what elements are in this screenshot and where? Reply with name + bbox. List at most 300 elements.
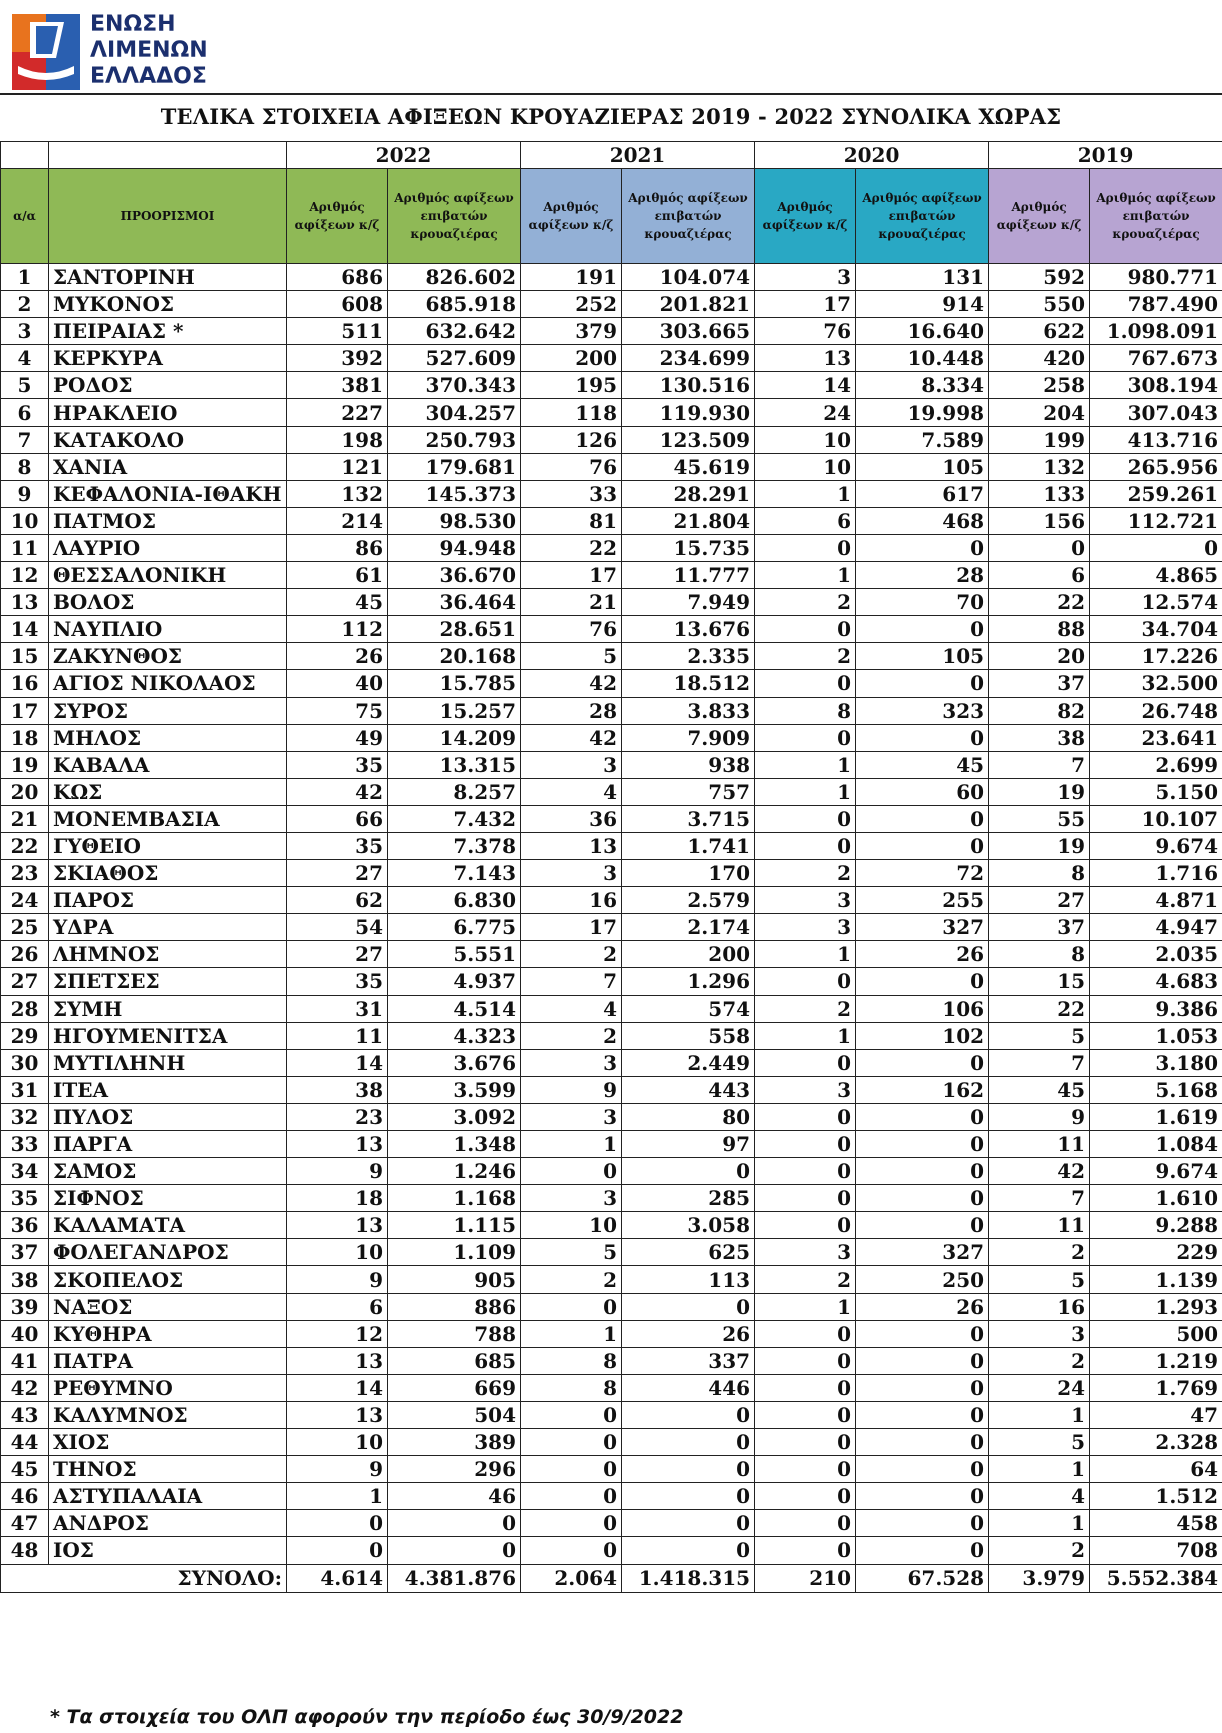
arrivals-2021: 2 [521,941,622,968]
passengers-2020: 323 [856,697,989,724]
passengers-2021: 130.516 [622,372,755,399]
arrivals-2020: 2 [755,860,856,887]
table-row [1,724,1222,751]
destination-name: ΠΑΡΟΣ [49,887,287,914]
table-body [1,264,1222,1565]
arrivals-2019: 19 [989,778,1090,805]
arrivals-2022: 66 [287,805,388,832]
row-index: 46 [1,1483,49,1510]
arrivals-2020: 3 [755,914,856,941]
arrivals-2019: 15 [989,968,1090,995]
passengers-2022: 0 [388,1537,521,1564]
destination-name: ΑΓΙΟΣ ΝΙΚΟΛΑΟΣ [49,670,287,697]
destination-name: ΥΔΡΑ [49,914,287,941]
passengers-2021: 26 [622,1320,755,1347]
row-index: 13 [1,589,49,616]
destination-name: ΚΑΛΥΜΝΟΣ [49,1401,287,1428]
table-row [1,1049,1222,1076]
arrivals-2021: 10 [521,1212,622,1239]
destination-name: ΠΑΤΡΑ [49,1347,287,1374]
passengers-2021: 15.735 [622,534,755,561]
arrivals-2021: 195 [521,372,622,399]
destination-name: ΒΟΛΟΣ [49,589,287,616]
passengers-2022: 3.599 [388,1076,521,1103]
passengers-2021: 0 [622,1293,755,1320]
arrivals-2020: 0 [755,1320,856,1347]
destination-name: ΠΥΛΟΣ [49,1103,287,1130]
destination-name: ΧΙΟΣ [49,1429,287,1456]
passengers-2020: 0 [856,1320,989,1347]
row-index: 33 [1,1131,49,1158]
passengers-2021: 1.296 [622,968,755,995]
passengers-2021: 285 [622,1185,755,1212]
arrivals-2022: 27 [287,860,388,887]
table-row [1,643,1222,670]
arrivals-2021: 16 [521,887,622,914]
arrivals-2020: 14 [755,372,856,399]
passengers-2019: 5.168 [1090,1076,1222,1103]
year-header-2019: 2019 [989,142,1222,169]
passengers-2022: 3.676 [388,1049,521,1076]
passengers-2020: 0 [856,534,989,561]
passengers-2022: 28.651 [388,616,521,643]
table-row [1,1185,1222,1212]
row-index: 16 [1,670,49,697]
arrivals-2020: 0 [755,1401,856,1428]
passengers-2020: 0 [856,616,989,643]
arrivals-2022: 12 [287,1320,388,1347]
passengers-2020: 0 [856,832,989,859]
destination-name: ΣΚΙΑΘΟΣ [49,860,287,887]
row-index: 43 [1,1401,49,1428]
passengers-2020: 102 [856,1022,989,1049]
organization-name [90,12,208,90]
arrivals-2021: 28 [521,697,622,724]
passengers-2022: 36.464 [388,589,521,616]
passengers-2019: 10.107 [1090,805,1222,832]
arrivals-2020: 0 [755,1429,856,1456]
arrivals-2019: 42 [989,1158,1090,1185]
destination-name: ΗΓΟΥΜΕΝΙΤΣΑ [49,1022,287,1049]
arrivals-2022: 26 [287,643,388,670]
arrivals-2019: 38 [989,724,1090,751]
arrivals-2019: 11 [989,1131,1090,1158]
passengers-2020: 0 [856,1103,989,1130]
passengers-2020: 45 [856,751,989,778]
arrivals-2020: 8 [755,697,856,724]
total-passengers-2022: 4.381.876 [388,1564,521,1592]
passengers-2022: 0 [388,1510,521,1537]
table-row [1,995,1222,1022]
arrivals-2022: 132 [287,480,388,507]
passengers-2021: 170 [622,860,755,887]
passengers-2020: 26 [856,1293,989,1320]
passengers-2021: 0 [622,1456,755,1483]
arrivals-2020: 0 [755,1049,856,1076]
passengers-2022: 527.609 [388,345,521,372]
arrivals-2020: 10 [755,426,856,453]
arrivals-2021: 118 [521,399,622,426]
row-index: 26 [1,941,49,968]
passengers-2022: 370.343 [388,372,521,399]
passengers-2022: 13.315 [388,751,521,778]
passengers-2019: 64 [1090,1456,1222,1483]
arrivals-2022: 31 [287,995,388,1022]
table-row [1,968,1222,995]
arrivals-2020: 13 [755,345,856,372]
arrivals-2019: 16 [989,1293,1090,1320]
passengers-2022: 1.109 [388,1239,521,1266]
row-index: 3 [1,318,49,345]
passengers-2020: 10.448 [856,345,989,372]
passengers-2021: 28.291 [622,480,755,507]
row-index: 42 [1,1374,49,1401]
arrivals-2022: 49 [287,724,388,751]
passengers-2020: 250 [856,1266,989,1293]
arrivals-2021: 5 [521,643,622,670]
passengers-2021: 123.509 [622,426,755,453]
arrivals-2021: 7 [521,968,622,995]
passengers-2020: 0 [856,805,989,832]
destination-name: ΖΑΚΥΝΘΟΣ [49,643,287,670]
passengers-2019: 4.947 [1090,914,1222,941]
passengers-2020: 0 [856,1049,989,1076]
destination-name: ΜΗΛΟΣ [49,724,287,751]
passengers-2019: 229 [1090,1239,1222,1266]
row-index: 17 [1,697,49,724]
passengers-2021: 0 [622,1510,755,1537]
passengers-2019: 4.865 [1090,562,1222,589]
table-row [1,1158,1222,1185]
arrivals-2020: 0 [755,1374,856,1401]
arrivals-2022: 198 [287,426,388,453]
passengers-2022: 5.551 [388,941,521,968]
arrivals-header-2022: Αριθμός αφίξεων κ/ζ [287,169,388,264]
row-index: 19 [1,751,49,778]
passengers-2022: 1.246 [388,1158,521,1185]
arrivals-2022: 35 [287,832,388,859]
passengers-2021: 7.949 [622,589,755,616]
arrivals-2020: 0 [755,805,856,832]
arrivals-header-2020: Αριθμός αφίξεων κ/ζ [755,169,856,264]
passengers-2019: 9.386 [1090,995,1222,1022]
passengers-2020: 0 [856,670,989,697]
arrivals-2022: 9 [287,1456,388,1483]
passengers-2021: 0 [622,1483,755,1510]
destination-name: ΡΕΘΥΜΝΟ [49,1374,287,1401]
passengers-2020: 0 [856,1483,989,1510]
arrivals-2021: 17 [521,562,622,589]
arrivals-2019: 420 [989,345,1090,372]
destination-name: ΠΑΤΜΟΣ [49,507,287,534]
passengers-2020: 0 [856,1212,989,1239]
table-row [1,453,1222,480]
arrivals-2020: 3 [755,264,856,291]
passengers-2020: 0 [856,1185,989,1212]
passengers-2022: 685 [388,1347,521,1374]
table-row [1,1537,1222,1564]
row-index: 36 [1,1212,49,1239]
arrivals-2021: 0 [521,1456,622,1483]
row-index: 41 [1,1347,49,1374]
row-index: 11 [1,534,49,561]
arrivals-2022: 381 [287,372,388,399]
arrivals-2020: 1 [755,480,856,507]
report-title: ΤΕΛΙΚΑ ΣΤΟΙΧΕΙΑ ΑΦΙΞΕΩΝ ΚΡΟΥΑΖΙΕΡΑΣ 2019 - 2022 ΣΥΝΟΛΙΚΑ ΧΩΡΑΣ [160,104,1062,129]
arrivals-2022: 38 [287,1076,388,1103]
passengers-2019: 500 [1090,1320,1222,1347]
arrivals-2019: 204 [989,399,1090,426]
arrivals-2022: 13 [287,1401,388,1428]
arrivals-2022: 14 [287,1374,388,1401]
passengers-2022: 1.115 [388,1212,521,1239]
arrivals-2021: 0 [521,1401,622,1428]
arrivals-2019: 133 [989,480,1090,507]
arrivals-2021: 81 [521,507,622,534]
table-row [1,1076,1222,1103]
passengers-2022: 296 [388,1456,521,1483]
total-label: ΣΥΝΟΛΟ: [1,1564,287,1592]
arrivals-2019: 0 [989,534,1090,561]
arrivals-2020: 0 [755,724,856,751]
passengers-2022: 14.209 [388,724,521,751]
arrivals-2021: 126 [521,426,622,453]
passengers-2020: 28 [856,562,989,589]
passengers-2019: 9.674 [1090,1158,1222,1185]
arrivals-2021: 42 [521,724,622,751]
arrivals-header-2019: Αριθμός αφίξεων κ/ζ [989,169,1090,264]
arrivals-2022: 511 [287,318,388,345]
passengers-2022: 7.378 [388,832,521,859]
table-row [1,941,1222,968]
passengers-2019: 1.219 [1090,1347,1222,1374]
column-header-row [1,169,1222,264]
passengers-2019: 12.574 [1090,589,1222,616]
arrivals-2020: 76 [755,318,856,345]
table-row [1,534,1222,561]
passengers-header-2022: Αριθμός αφίξεων επιβατών κρουαζιέρας [388,169,521,264]
table-row [1,751,1222,778]
table-row [1,1266,1222,1293]
passengers-2019: 1.139 [1090,1266,1222,1293]
passengers-2022: 36.670 [388,562,521,589]
arrivals-2020: 3 [755,1239,856,1266]
arrivals-2021: 13 [521,832,622,859]
arrivals-2020: 0 [755,1537,856,1564]
passengers-2022: 6.775 [388,914,521,941]
table-row [1,1374,1222,1401]
passengers-2021: 443 [622,1076,755,1103]
passengers-2022: 389 [388,1429,521,1456]
row-index: 1 [1,264,49,291]
arrivals-2020: 0 [755,1185,856,1212]
destination-name: ΜΥΤΙΛΗΝΗ [49,1049,287,1076]
passengers-2020: 0 [856,1401,989,1428]
passengers-2020: 914 [856,291,989,318]
passengers-2022: 886 [388,1293,521,1320]
table-row [1,1401,1222,1428]
arrivals-2020: 1 [755,778,856,805]
passengers-2020: 26 [856,941,989,968]
passengers-2019: 458 [1090,1510,1222,1537]
arrivals-2019: 2 [989,1347,1090,1374]
destination-name: ΚΥΘΗΡΑ [49,1320,287,1347]
row-index: 35 [1,1185,49,1212]
passengers-2020: 0 [856,968,989,995]
arrivals-2019: 3 [989,1320,1090,1347]
passengers-2019: 17.226 [1090,643,1222,670]
passengers-2022: 1.348 [388,1131,521,1158]
table-row [1,1483,1222,1510]
arrivals-2022: 45 [287,589,388,616]
destination-name: ΚΕΦΑΛΟΝΙΑ-ΙΘΑΚΗ [49,480,287,507]
passengers-2022: 179.681 [388,453,521,480]
row-index: 21 [1,805,49,832]
destination-name: ΣΑΝΤΟΡΙΝΗ [49,264,287,291]
passengers-2021: 2.579 [622,887,755,914]
arrivals-2019: 2 [989,1537,1090,1564]
row-index: 29 [1,1022,49,1049]
year-header-row [1,142,1222,169]
passengers-2021: 21.804 [622,507,755,534]
arrivals-2022: 227 [287,399,388,426]
passengers-2019: 9.674 [1090,832,1222,859]
passengers-2021: 200 [622,941,755,968]
arrivals-2022: 686 [287,264,388,291]
passengers-2021: 337 [622,1347,755,1374]
passengers-2019: 1.716 [1090,860,1222,887]
blank-header-cell [49,142,287,169]
arrivals-2020: 2 [755,995,856,1022]
arrivals-2022: 14 [287,1049,388,1076]
arrivals-2021: 4 [521,778,622,805]
arrivals-2019: 22 [989,589,1090,616]
passengers-2022: 4.937 [388,968,521,995]
passengers-2021: 104.074 [622,264,755,291]
arrivals-2019: 132 [989,453,1090,480]
row-index: 38 [1,1266,49,1293]
destination-name: ΚΕΡΚΥΡΑ [49,345,287,372]
arrivals-2020: 17 [755,291,856,318]
destination-name: ΑΝΔΡΟΣ [49,1510,287,1537]
year-header-2021: 2021 [521,142,755,169]
blank-header-cell [1,142,49,169]
table-row [1,1212,1222,1239]
arrivals-2021: 0 [521,1483,622,1510]
passengers-2021: 0 [622,1401,755,1428]
arrivals-2022: 392 [287,345,388,372]
passengers-2020: 0 [856,1429,989,1456]
arrivals-2022: 608 [287,291,388,318]
table-row [1,291,1222,318]
destination-name: ΝΑΞΟΣ [49,1293,287,1320]
passengers-2021: 11.777 [622,562,755,589]
destination-name: ΚΑΛΑΜΑΤΑ [49,1212,287,1239]
elliniki-limenon-logo-icon [12,14,80,90]
passengers-2021: 119.930 [622,399,755,426]
passengers-header-2021: Αριθμός αφίξεων επιβατών κρουαζιέρας [622,169,755,264]
arrivals-2020: 6 [755,507,856,534]
passengers-2020: 0 [856,1510,989,1537]
arrivals-2021: 21 [521,589,622,616]
arrivals-2021: 2 [521,1022,622,1049]
table-row [1,670,1222,697]
destination-name: ΤΗΝΟΣ [49,1456,287,1483]
passengers-2021: 97 [622,1131,755,1158]
arrivals-2019: 5 [989,1022,1090,1049]
passengers-2019: 413.716 [1090,426,1222,453]
passengers-2019: 259.261 [1090,480,1222,507]
passengers-2019: 307.043 [1090,399,1222,426]
destination-name: ΣΚΟΠΕΛΟΣ [49,1266,287,1293]
destination-name: ΙΤΕΑ [49,1076,287,1103]
passengers-2021: 0 [622,1537,755,1564]
passengers-2021: 574 [622,995,755,1022]
arrivals-header-2021: Αριθμός αφίξεων κ/ζ [521,169,622,264]
arrivals-2019: 199 [989,426,1090,453]
arrivals-2022: 61 [287,562,388,589]
arrivals-2020: 0 [755,968,856,995]
arrivals-2020: 2 [755,643,856,670]
table-row [1,1103,1222,1130]
arrivals-2021: 0 [521,1429,622,1456]
table-row [1,1320,1222,1347]
destination-name: ΣΠΕΤΣΕΣ [49,968,287,995]
arrivals-2020: 1 [755,1293,856,1320]
year-header-2020: 2020 [755,142,989,169]
passengers-2020: 19.998 [856,399,989,426]
total-arrivals-2019: 3.979 [989,1564,1090,1592]
passengers-2019: 34.704 [1090,616,1222,643]
arrivals-2021: 200 [521,345,622,372]
row-index: 7 [1,426,49,453]
table-row [1,914,1222,941]
row-index: 37 [1,1239,49,1266]
passengers-2022: 685.918 [388,291,521,318]
arrivals-2022: 10 [287,1429,388,1456]
passengers-2019: 1.610 [1090,1185,1222,1212]
passengers-2019: 1.769 [1090,1374,1222,1401]
total-arrivals-2020: 210 [755,1564,856,1592]
row-index: 24 [1,887,49,914]
arrivals-2019: 37 [989,914,1090,941]
arrivals-2019: 24 [989,1374,1090,1401]
arrivals-2021: 0 [521,1158,622,1185]
passengers-2020: 327 [856,914,989,941]
arrivals-2021: 2 [521,1266,622,1293]
arrivals-2022: 13 [287,1347,388,1374]
table-row [1,318,1222,345]
passengers-2021: 3.058 [622,1212,755,1239]
row-index: 47 [1,1510,49,1537]
passengers-2022: 46 [388,1483,521,1510]
row-index: 2 [1,291,49,318]
passengers-2022: 632.642 [388,318,521,345]
table-row [1,1239,1222,1266]
arrivals-2021: 0 [521,1293,622,1320]
arrivals-2020: 0 [755,1510,856,1537]
passengers-2021: 201.821 [622,291,755,318]
table-row [1,399,1222,426]
arrivals-2019: 82 [989,697,1090,724]
passengers-2019: 2.699 [1090,751,1222,778]
arrivals-2022: 40 [287,670,388,697]
passengers-2021: 2.335 [622,643,755,670]
arrivals-2020: 0 [755,616,856,643]
table-row [1,507,1222,534]
destination-name: ΛΗΜΝΟΣ [49,941,287,968]
passengers-2022: 98.530 [388,507,521,534]
